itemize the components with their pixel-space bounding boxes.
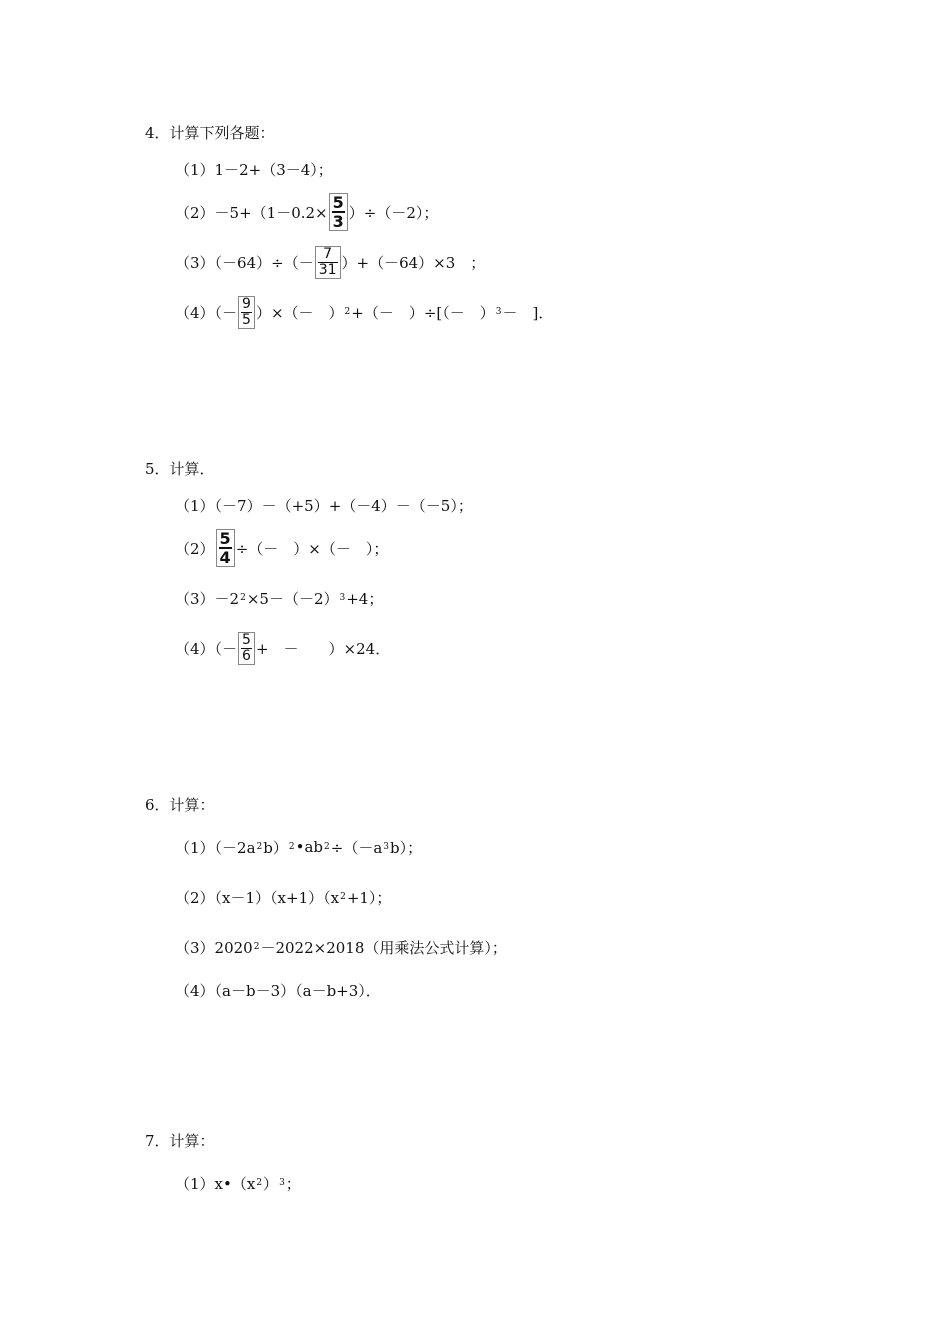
exponent: 2: [256, 1178, 263, 1188]
q7-part1: [175, 1173, 301, 1193]
fraction-denominator: 31: [318, 261, 337, 278]
text: （1）（－2a: [175, 838, 256, 857]
q6-part4: （4）（a－b－3）（a－b+3）．: [175, 981, 381, 1000]
fraction: [315, 246, 341, 279]
q5-part4-pre: （4）（－: [175, 639, 238, 658]
q4-part2-post: ）÷（－2）；: [348, 203, 439, 222]
text: ；: [285, 1174, 301, 1193]
q5-part2: [175, 529, 389, 567]
fraction-numerator: 5: [219, 529, 231, 548]
exponent: 2: [340, 892, 346, 902]
q5-part3-mid: ×5－（－2）: [246, 589, 339, 608]
text: （3）2020: [175, 938, 253, 957]
exponent: 2: [324, 842, 330, 852]
q5-heading: 5．计算．: [145, 459, 215, 478]
text: ）: [263, 1174, 279, 1193]
fraction-denominator: 4: [219, 548, 231, 567]
fraction: [216, 529, 235, 567]
fraction-denominator: 3: [332, 212, 344, 231]
q5-part3: [175, 588, 383, 608]
fraction-numerator: 5: [242, 631, 251, 648]
q4-part2-pre: （2）－5+（1－0.2×: [175, 203, 328, 222]
q5-part3-pre: （3）－2: [175, 589, 240, 608]
q4-part3-pre: （3）（－64）÷（－: [175, 253, 314, 272]
q4-part4: [175, 295, 554, 328]
exponent: 3: [279, 1178, 285, 1188]
q4-part1: （1）1－2+（3－4）；: [175, 160, 333, 179]
q5-part2-pre: （2）: [175, 539, 215, 558]
exponent: 3: [339, 593, 346, 603]
exponent: 2: [240, 593, 246, 603]
exponent: 3: [383, 842, 389, 852]
q6-heading: 6．计算：: [145, 795, 215, 814]
text: b）: [263, 838, 288, 857]
text: ÷（－a: [330, 838, 383, 857]
q4-part4-post-a: ）×（－ ）: [255, 303, 344, 322]
q4-part4-pre: （4）（－: [175, 303, 238, 322]
text: +1）；: [346, 888, 392, 907]
exponent: 2: [253, 942, 260, 952]
q4-part2: [175, 193, 439, 231]
q5-part2-post: ÷（－ ）×（－ ）；: [235, 539, 389, 558]
fraction-numerator: 5: [332, 193, 344, 212]
q7-heading: 7．计算：: [145, 1131, 215, 1150]
q5-part4: [175, 631, 391, 664]
exponent: 2: [288, 842, 295, 852]
exponent: 2: [344, 307, 351, 317]
fraction-numerator: 9: [242, 295, 251, 312]
q6-part2: [175, 887, 391, 907]
q4-part4-post-b: +（－ ）÷[（－ ）: [351, 303, 495, 322]
q5-part3-post: +4；: [346, 589, 384, 608]
q6-part1: [175, 837, 422, 857]
q4-part3: [175, 245, 486, 278]
q5-part4-post: + － ）×24．: [255, 639, 391, 658]
fraction: [238, 296, 255, 329]
fraction-denominator: 6: [242, 647, 251, 664]
q4-heading: 4．计算下列各题：: [145, 123, 275, 142]
text: b）；: [390, 838, 423, 857]
fraction: [238, 632, 255, 665]
q5-part1: （1）（－7）－（+5）+（－4）－（－5）；: [175, 496, 473, 515]
q4-part4-post-c: － ]．: [502, 303, 554, 322]
fraction: [329, 193, 348, 231]
fraction-numerator: 7: [323, 245, 333, 262]
text: （1）x•（x: [175, 1174, 256, 1193]
text: •ab: [295, 838, 324, 856]
text: －2022×2018（用乘法公式计算）；: [260, 938, 507, 957]
exponent: 2: [256, 842, 263, 852]
fraction-denominator: 5: [242, 311, 251, 328]
q6-part3: [175, 937, 507, 957]
text: （2）（x－1）（x+1）（x: [175, 888, 340, 907]
q4-part3-post: ）+（－64）×3 ；: [341, 253, 486, 272]
exponent: 3: [495, 307, 502, 317]
